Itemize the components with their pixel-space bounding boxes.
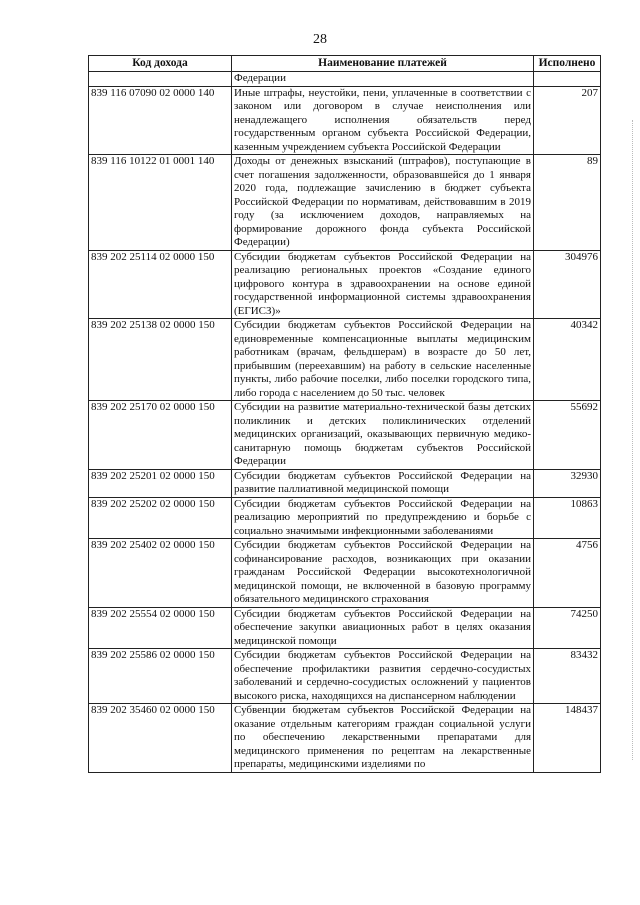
cell-code: 839 202 25554 02 0000 150 [89, 607, 232, 649]
cell-exec: 32930 [534, 469, 601, 497]
cell-exec: 148437 [534, 704, 601, 773]
cell-exec: 89 [534, 155, 601, 251]
table-row [89, 250, 601, 319]
cell-code [89, 72, 232, 87]
scan-edge-marks [632, 120, 634, 760]
table-row [89, 86, 601, 155]
cell-exec: 10863 [534, 497, 601, 539]
page-number: 28 [313, 32, 327, 47]
cell-name: Субсидии бюджетам субъектов Российской Федерации на софинансирование расходов, возникающих при оказании гражданам Российской Федерации высокотехнологичной медицинской помощи, не включенной в базовую программу обязательного медицинского страхования [232, 539, 534, 608]
table-row [89, 401, 601, 470]
cell-code: 839 116 07090 02 0000 140 [89, 86, 232, 155]
cell-code: 839 202 25586 02 0000 150 [89, 649, 232, 704]
cell-code: 839 202 25201 02 0000 150 [89, 469, 232, 497]
cell-exec: 55692 [534, 401, 601, 470]
column-header-exec: Исполнено [534, 56, 601, 72]
table-row [89, 72, 601, 87]
cell-exec: 4756 [534, 539, 601, 608]
table-header-row [89, 56, 601, 72]
cell-code: 839 202 25114 02 0000 150 [89, 250, 232, 319]
cell-name: Доходы от денежных взысканий (штрафов), поступающие в счет погашения задолженности, образовавшейся до 1 января 2020 года, подлежащие зачислению в бюджет субъекта Российской Федерации по нормативам, действовавшим в 2019 году (за исключением доходов, направляемых на формирование дорожного фонда субъекта Российской Федерации) [232, 155, 534, 251]
table-row [89, 539, 601, 608]
cell-code: 839 202 25402 02 0000 150 [89, 539, 232, 608]
cell-name: Иные штрафы, неустойки, пени, уплаченные в соответствии с законом или договором в случае неисполнения или ненадлежащего исполнения обязательств перед государственным органом субъекта Российской Федерации, казенным учреждением субъекта Российской Федерации [232, 86, 534, 155]
table-row [89, 649, 601, 704]
cell-code: 839 202 35460 02 0000 150 [89, 704, 232, 773]
cell-code: 839 116 10122 01 0001 140 [89, 155, 232, 251]
table-row [89, 704, 601, 773]
cell-name: Субсидии бюджетам субъектов Российской Федерации на единовременные компенсационные выплаты медицинским работникам (врачам, фельдшерам) в возрасте до 50 лет, прибывшим (переехавшим) на работу в сельские населенные пункты, либо рабочие поселки, либо поселки городского типа, либо города с населением до 50 тыс. человек [232, 319, 534, 401]
cell-exec: 40342 [534, 319, 601, 401]
cell-exec: 74250 [534, 607, 601, 649]
cell-name: Федерации [232, 72, 534, 87]
cell-name: Субсидии бюджетам субъектов Российской Федерации на реализацию региональных проектов «Создание единого цифрового контура в здравоохранении на основе единой государственной информационной системы здравоохранения (ЕГИСЗ)» [232, 250, 534, 319]
cell-name: Субсидии бюджетам субъектов Российской Федерации на развитие паллиативной медицинской помощи [232, 469, 534, 497]
cell-name: Субсидии бюджетам субъектов Российской Федерации на обеспечение профилактики развития сердечно-сосудистых заболеваний и сердечно-сосудистых осложнений у пациентов высокого риска, находящихся на диспансерном наблюдении [232, 649, 534, 704]
column-header-name: Наименование платежей [232, 56, 534, 72]
table-row [89, 155, 601, 251]
revenue-table [88, 55, 601, 773]
cell-exec: 304976 [534, 250, 601, 319]
cell-exec: 83432 [534, 649, 601, 704]
table-row [89, 469, 601, 497]
cell-exec: 207 [534, 86, 601, 155]
cell-exec [534, 72, 601, 87]
table-row [89, 497, 601, 539]
table-row [89, 319, 601, 401]
table-row [89, 607, 601, 649]
cell-name: Субсидии бюджетам субъектов Российской Федерации на обеспечение закупки авиационных работ в целях оказания медицинской помощи [232, 607, 534, 649]
cell-name: Субсидии бюджетам субъектов Российской Федерации на реализацию мероприятий по предупреждению и борьбе с социально значимыми инфекционными заболеваниями [232, 497, 534, 539]
cell-code: 839 202 25202 02 0000 150 [89, 497, 232, 539]
cell-code: 839 202 25138 02 0000 150 [89, 319, 232, 401]
cell-name: Субвенции бюджетам субъектов Российской Федерации на оказание отдельным категориям граждан социальной услуги по обеспечению лекарственными препаратами для медицинского применения по рецептам на лекарственные препараты, медицинскими изделиями по [232, 704, 534, 773]
cell-name: Субсидии на развитие материально-технической базы детских поликлиник и детских поликлинических отделений медицинских организаций, оказывающих первичную медико-санитарную помощь бюджетам субъектов Российской Федерации [232, 401, 534, 470]
column-header-code: Код дохода [89, 56, 232, 72]
cell-code: 839 202 25170 02 0000 150 [89, 401, 232, 470]
